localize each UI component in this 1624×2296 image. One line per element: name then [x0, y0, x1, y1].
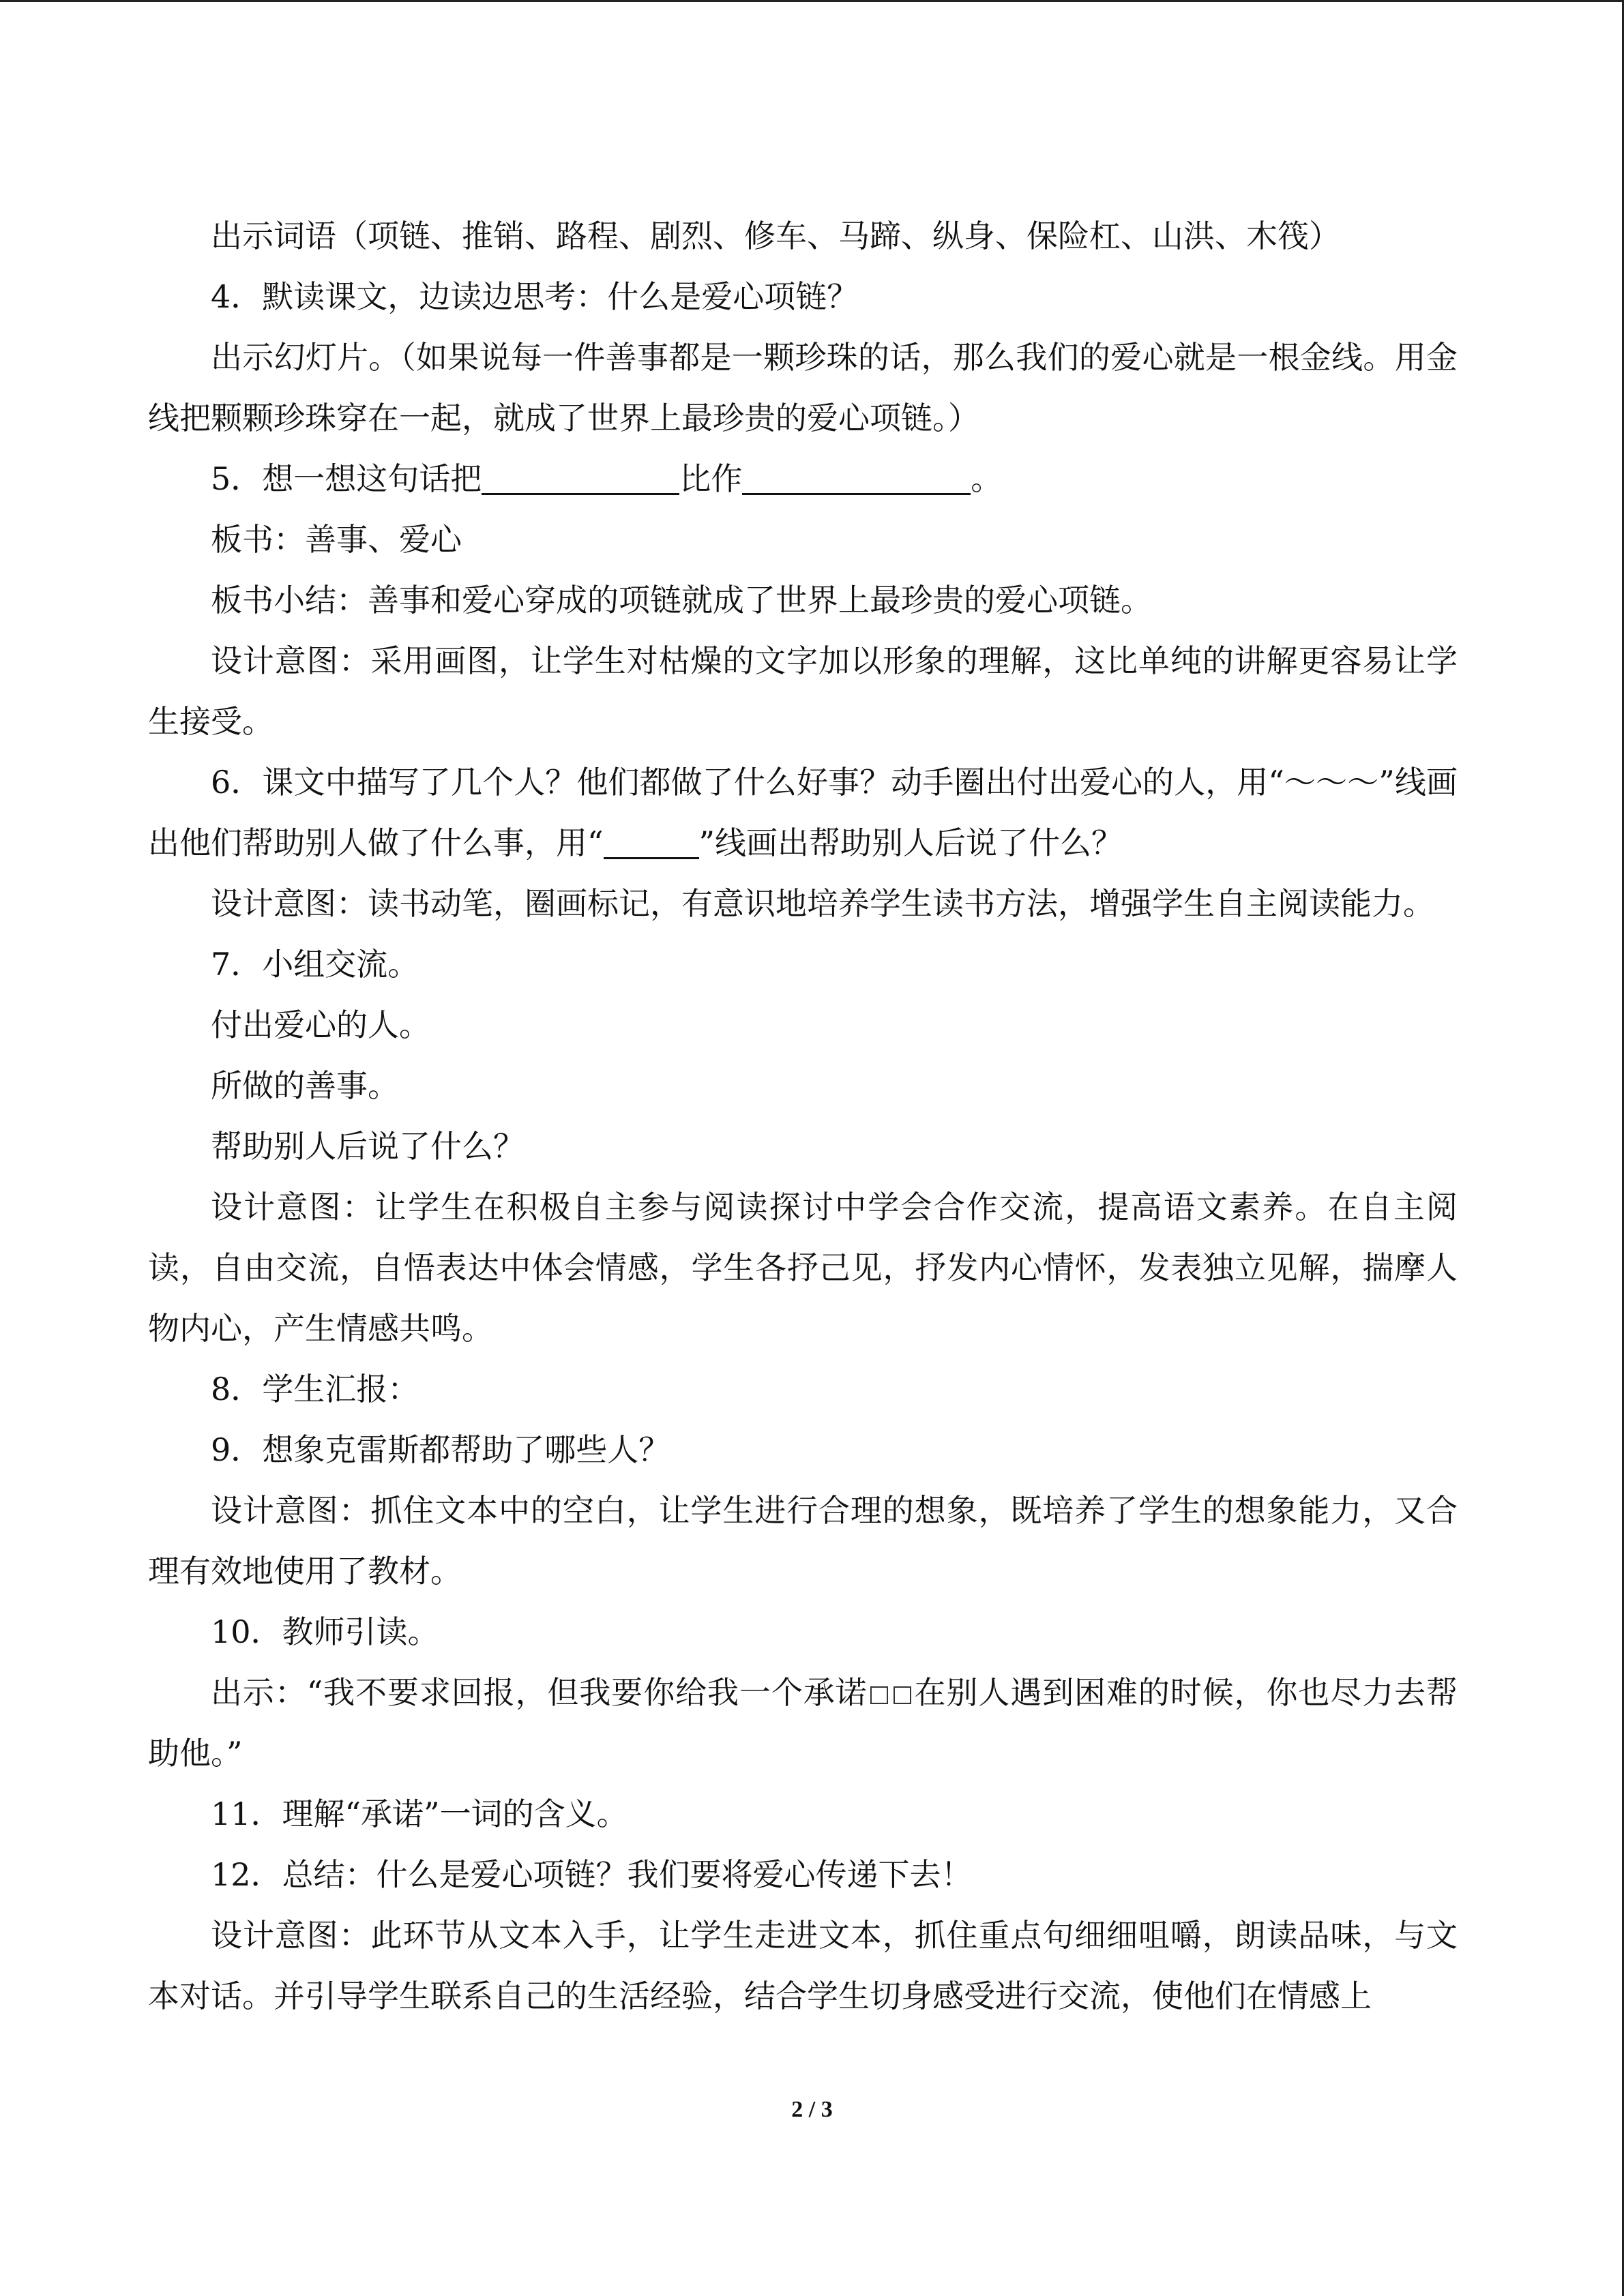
paragraph-deeds: 所做的善事。 — [211, 1067, 399, 1104]
quote-text-a: 出示：“我不要求回报，但我要你给我一个承诺 — [211, 1674, 868, 1711]
paragraph-people: 付出爱心的人。 — [211, 1007, 430, 1043]
step-5-text-c: 。 — [971, 460, 1003, 497]
paragraph-step-5 — [148, 449, 1458, 509]
paragraph-step-8: 8．学生汇报： — [211, 1371, 419, 1407]
paragraph-board-writing: 板书：善事、爱心 — [211, 521, 462, 558]
step-5-text-a: 5．想一想这句话把 — [211, 460, 482, 497]
step-6-text-b: ”线画出帮助别人后说了什么？ — [698, 824, 1123, 861]
paragraph-step-10: 10．教师引读。 — [211, 1613, 439, 1650]
paragraph-design-intent-1: 设计意图：采用画图，让学生对枯燥的文字加以形象的理解，这比单纯的讲解更容易让学生接受。 — [148, 642, 1458, 740]
paragraph-step-6 — [148, 752, 1458, 874]
underline-sample — [604, 823, 699, 859]
paragraph-board-summary: 板书小结：善事和爱心穿成的项链就成了世界上最珍贵的爱心项链。 — [211, 582, 1152, 618]
fill-blank-1 — [482, 459, 679, 495]
paragraph-design-intent-2: 设计意图：读书动笔，圈画标记，有意识地培养学生读书方法，增强学生自主阅读能力。 — [211, 885, 1434, 922]
box-glyph — [870, 1686, 888, 1704]
paragraph-step-11: 11．理解“承诺”一词的含义。 — [211, 1795, 628, 1832]
paragraph-step-7: 7．小组交流。 — [211, 946, 419, 983]
fill-blank-2 — [742, 459, 971, 495]
paragraph-step-12: 12．总结：什么是爱心项链？我们要将爱心传递下去！ — [211, 1856, 973, 1893]
page-number: 2 / 3 — [791, 2097, 833, 2122]
paragraph-said: 帮助别人后说了什么？ — [211, 1128, 525, 1165]
quote-text-b: 在别人遇到困难的时候，你也尽力去帮助他。” — [148, 1674, 1458, 1772]
box-glyph — [894, 1686, 911, 1704]
step-6-text-a: 6．课文中描写了几个人？他们都做了什么好事？动手圈出付出爱心的人，用“～～～”线画出他们帮助别人做了什么事，用“ — [148, 764, 1458, 861]
paragraph-design-intent-3: 设计意图：让学生在积极自主参与阅读探讨中学会合作交流，提高语文素养。在自主阅读，自由交流，自悟表达中体会情感，学生各抒己见，抒发内心情怀，发表独立见解，揣摩人物内心，产生情感共鸣。 — [148, 1189, 1458, 1347]
paragraph-step-9: 9．想象克雷斯都帮助了哪些人？ — [211, 1431, 670, 1468]
paragraph-quote — [148, 1663, 1458, 1784]
step-5-text-b: 比作 — [679, 460, 743, 497]
paragraph-design-intent-5: 设计意图：此环节从文本入手，让学生走进文本，抓住重点句细细咀嚼，朗读品味，与文本对话。并引导学生联系自己的生活经验，结合学生切身感受进行交流，使他们在情感上 — [148, 1917, 1458, 2014]
paragraph-word-list: 出示词语（项链、推销、路程、剧烈、修车、马蹄、纵身、保险杠、山洪、木筏） — [211, 218, 1340, 254]
paragraph-step-4: 4．默读课文，边读边思考：什么是爱心项链？ — [211, 278, 859, 315]
document-body — [148, 206, 1458, 2027]
paragraph-design-intent-4: 设计意图：抓住文本中的空白，让学生进行合理的想象，既培养了学生的想象能力，又合理有效地使用了教材。 — [148, 1492, 1458, 1590]
paragraph-slide: 出示幻灯片。（如果说每一件善事都是一颗珍珠的话，那么我们的爱心就是一根金线。用金线把颗颗珍珠穿在一起，就成了世界上最珍贵的爱心项链。） — [148, 339, 1458, 436]
